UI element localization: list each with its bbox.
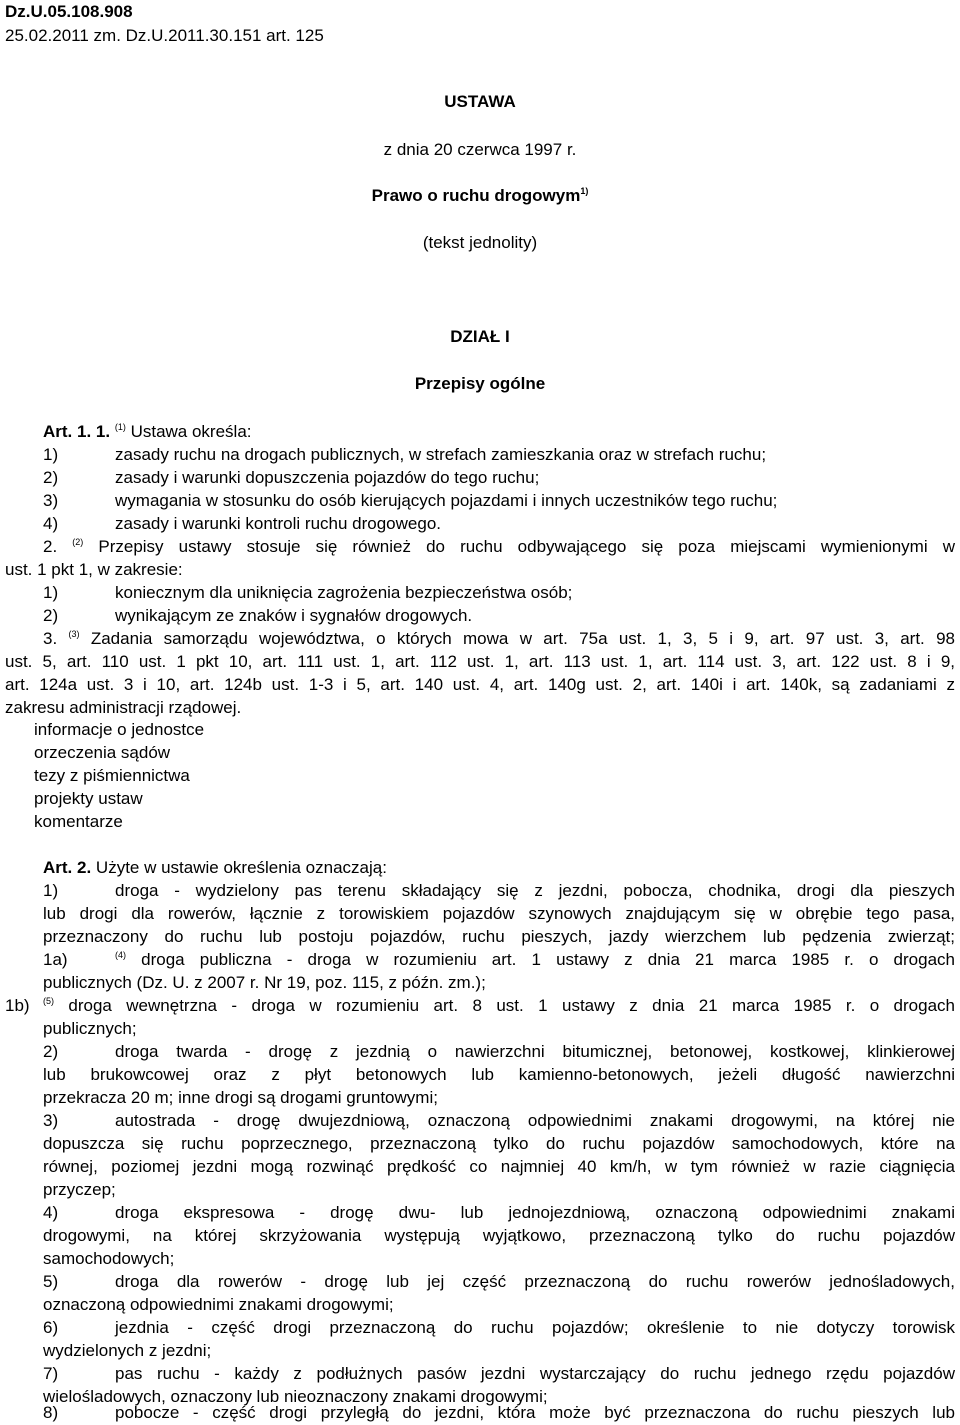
amendment-note: 25.02.2011 zm. Dz.U.2011.30.151 art. 125	[5, 26, 324, 45]
article-intro: Użyte w ustawie określenia oznaczają:	[95, 858, 387, 877]
definition-line: pobocze - część drogi przyległą do jezdni, która może być przeznaczona do ruchu pieszych lub	[115, 1403, 955, 1422]
item-number: 1)	[43, 445, 59, 464]
paragraph-text: Przepisy ustawy stosuje się również do ruchu odbywającego się poza miejscami wymienionymi w	[98, 537, 955, 556]
art1-paragraph-3-line: ust. 5, art. 110 ust. 1 pkt 10, art. 111 ust. 1, art. 112 ust. 1, art. 113 ust. 1, art. 114 ust. 3, art. 122 ust. 8 i 9,	[5, 652, 955, 671]
paragraph-number: 3.	[43, 629, 58, 648]
definition-line: autostrada - drogę dwujezdniową, oznaczoną odpowiednimi znakami drogowymi, na której nie	[115, 1111, 955, 1130]
link-literature[interactable]: tezy z piśmiennictwa	[34, 766, 190, 785]
definition-text: droga publiczna - droga w rozumieniu art. 1 ustawy z dnia 21 marca 1985 r. o drogach	[141, 950, 955, 969]
act-type: USTAWA	[444, 92, 516, 111]
definition-number: 2)	[43, 1042, 59, 1061]
definition-line: drogowymi, na której skrzyżowania występują wyjątkowo, przeznaczoną tylko do ruchu pojazdów	[43, 1226, 955, 1245]
section-title: Przepisy ogólne	[414, 374, 546, 393]
act-subtitle: (tekst jednolity)	[422, 233, 538, 252]
act-name	[0, 185, 960, 210]
definition-number: 1a)	[43, 950, 68, 969]
definition-line: oznaczoną odpowiednimi znakami drogowymi;	[43, 1295, 394, 1314]
definition-line: jezdnia - część drogi przeznaczoną do ruchu pojazdów; określenie to nie dotyczy torowisk	[115, 1318, 955, 1337]
link-draft-acts[interactable]: projekty ustaw	[34, 789, 143, 808]
item-text: zasady ruchu na drogach publicznych, w strefach zamieszkania oraz w strefach ruchu;	[115, 445, 767, 464]
definition-line: pas ruchu - każdy z podłużnych pasów jezdni wystarczający do ruchu jednego rzędu pojazdów	[115, 1364, 955, 1383]
article-number: Art. 1. 1.	[43, 422, 111, 441]
definition-line	[43, 995, 955, 1020]
definition-line: samochodowych;	[43, 1249, 175, 1268]
item-text: koniecznym dla uniknięcia zagrożenia bezpieczeństwa osób;	[115, 583, 573, 602]
definition-line: przyczep;	[43, 1180, 116, 1199]
article-number: Art. 2.	[43, 858, 92, 877]
definition-line: droga dla rowerów - drogę lub jej część przeznaczoną do ruchu rowerów jednośladowych,	[115, 1272, 955, 1291]
item-text: wynikającym ze znaków i sygnałów drogowych.	[115, 606, 473, 625]
art1-paragraph-3-line: art. 124a ust. 3 i 10, art. 124b ust. 1-3 i 5, art. 140 ust. 4, art. 140g ust. 2, art. 140i i art. 140k, są zadaniami z	[5, 675, 955, 694]
footnote-ref[interactable]: 1)	[580, 186, 589, 196]
art1-paragraph-3-line	[43, 628, 955, 653]
definition-line: droga - wydzielony pas terenu składający się z jezdni, pobocza, chodnika, drogi dla pieszych	[115, 881, 955, 900]
paragraph-text: Zadania samorządu województwa, o których mowa w art. 75a ust. 1, 3, 5 i 9, art. 97 ust. 3, art. 98	[90, 629, 955, 648]
item-number: 1)	[43, 583, 59, 602]
paragraph-number: 2.	[43, 537, 58, 556]
definition-line: przekracza 20 m; inne drogi są drogami gruntowymi;	[43, 1088, 438, 1107]
definition-line: przeznaczony do ruchu lub postoju pojazdów, ruchu pieszych, jazdy wierzchem lub pędzenia zwierząt;	[43, 927, 955, 946]
footnote-ref[interactable]: (1)	[114, 422, 126, 432]
footnote-ref[interactable]: (5)	[43, 996, 54, 1006]
journal-reference: Dz.U.05.108.908	[5, 2, 133, 21]
definition-line: lub brukowcowej oraz z płyt betonowych lub kamienno-betonowych, jeżeli długość nawierzchni	[43, 1065, 955, 1084]
definition-number: 7)	[43, 1364, 59, 1383]
definition-number: 1b)	[5, 996, 30, 1015]
item-text: zasady i warunki kontroli ruchu drogowego.	[115, 514, 442, 533]
link-unit-info[interactable]: informacje o jednostce	[34, 720, 205, 739]
footnote-ref[interactable]: (4)	[115, 950, 126, 960]
item-number: 3)	[43, 491, 59, 510]
definition-line	[115, 949, 955, 974]
definition-line: równej, poziomej jezdni mogą rozwinąć prędkość co najmniej 40 km/h, w tym również w razie ciągnięcia	[43, 1157, 955, 1176]
footnote-ref[interactable]: (3)	[68, 629, 80, 639]
art1-paragraph-2-line: ust. 1 pkt 1, w zakresie:	[5, 560, 183, 579]
definition-line: wydzielonych z jezdni;	[43, 1341, 212, 1360]
document-header	[5, 0, 324, 48]
art1-paragraph-2-line	[43, 536, 955, 561]
art2-heading	[43, 857, 387, 880]
section-heading: DZIAŁ I	[450, 327, 510, 346]
definition-number: 3)	[43, 1111, 59, 1130]
item-number: 4)	[43, 514, 59, 533]
definition-text: droga wewnętrzna - droga w rozumieniu art. 8 ust. 1 ustawy z dnia 21 marca 1985 r. o drogach	[68, 996, 955, 1015]
related-links	[34, 718, 204, 833]
link-court-rulings[interactable]: orzeczenia sądów	[34, 743, 171, 762]
art1-heading	[43, 421, 252, 446]
definition-number: 8)	[43, 1403, 59, 1422]
definition-line: publicznych;	[43, 1019, 137, 1038]
footnote-ref[interactable]: (2)	[72, 537, 84, 547]
act-date: z dnia 20 czerwca 1997 r.	[383, 140, 577, 159]
link-commentaries[interactable]: komentarze	[34, 812, 123, 831]
art1-paragraph-3-line: zakresu administracji rządowej.	[5, 698, 242, 717]
definition-line: dopuszcza się ruchu poprzecznego, przeznaczoną tylko do ruchu pojazdów samochodowych, które na	[43, 1134, 955, 1153]
definition-line: publicznych (Dz. U. z 2007 r. Nr 19, poz. 115, z późn. zm.);	[43, 973, 486, 992]
definition-line: lub drogi dla rowerów, łącznie z torowiskiem pojazdów szynowych znajdującym się w obrębie tego pasa,	[43, 904, 955, 923]
definition-line: droga twarda - drogę z jezdnią o nawierzchni bitumicznej, betonowej, kostkowej, klinkierowej	[115, 1042, 955, 1061]
item-number: 2)	[43, 468, 59, 487]
item-text: zasady i warunki dopuszczenia pojazdów do tego ruchu;	[115, 468, 540, 487]
definition-number: 1)	[43, 881, 59, 900]
definition-line: droga ekspresowa - drogę dwu- lub jednojezdniową, oznaczoną odpowiednimi znakami	[115, 1203, 955, 1222]
definition-number: 4)	[43, 1203, 59, 1222]
article-intro: Ustawa określa:	[130, 422, 252, 441]
definition-line: wielośladowych, oznaczony lub nieoznaczony znakami drogowymi;	[43, 1387, 548, 1406]
item-text: wymagania w stosunku do osób kierujących pojazdami i innych uczestników tego ruchu;	[115, 491, 778, 510]
definition-number: 5)	[43, 1272, 59, 1291]
act-name-text: Prawo o ruchu drogowym	[371, 186, 581, 205]
item-number: 2)	[43, 606, 59, 625]
definition-number: 6)	[43, 1318, 59, 1337]
